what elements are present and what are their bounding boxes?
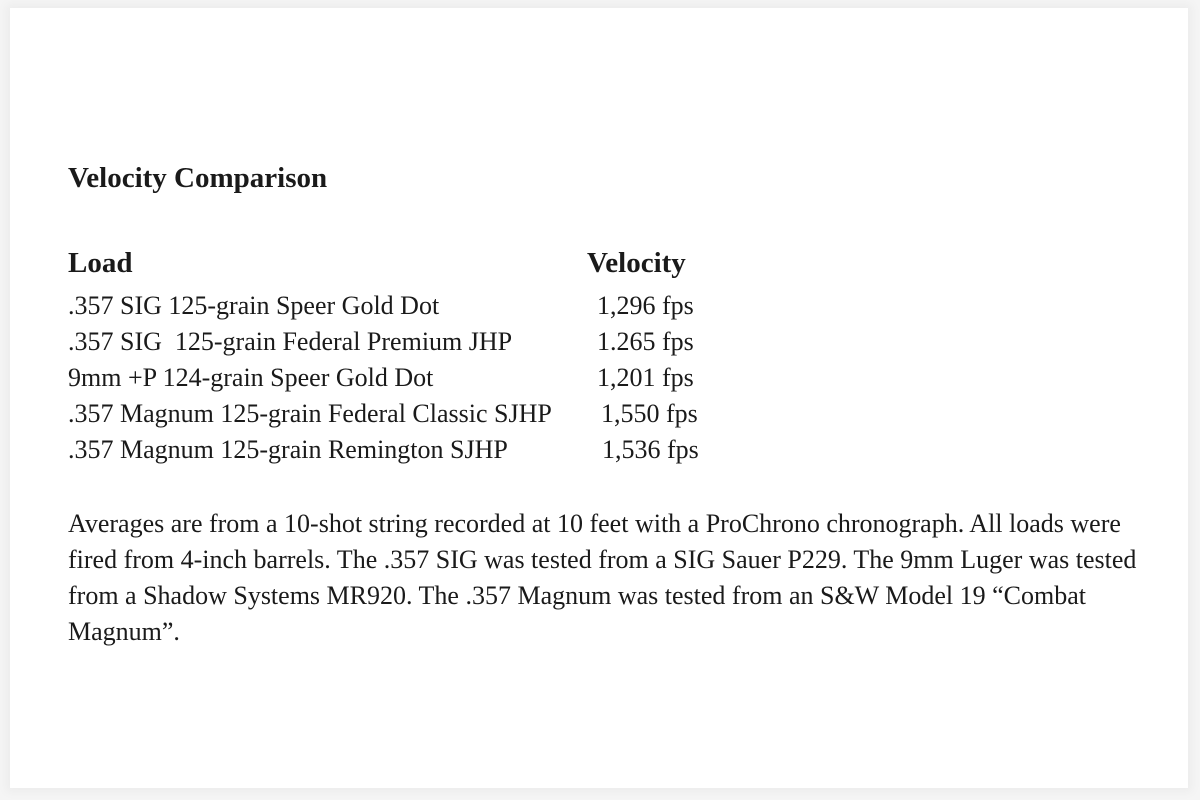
velocity-cell: 1,296 fps (597, 291, 694, 320)
document-page (10, 8, 1188, 788)
document-title: Velocity Comparison (68, 162, 328, 194)
velocity-cell: 1,201 fps (597, 363, 694, 392)
load-cell: 9mm +P 124-grain Speer Gold Dot (68, 363, 434, 392)
table-row (68, 396, 708, 432)
load-cell: .357 SIG 125-grain Federal Premium JHP (68, 327, 513, 356)
load-cell: .357 SIG 125-grain Speer Gold Dot (68, 291, 440, 320)
load-column-header: Load (68, 247, 133, 279)
velocity-column-header: Velocity (587, 247, 686, 279)
table-row (68, 288, 708, 324)
load-cell: .357 Magnum 125-grain Remington SJHP (68, 435, 508, 464)
table-row (68, 432, 708, 468)
load-cell: .357 Magnum 125-grain Federal Classic SJHP (68, 399, 552, 428)
velocity-cell: 1,550 fps (601, 399, 698, 428)
table-row (68, 324, 708, 360)
table-row (68, 360, 708, 396)
velocity-cell: 1.265 fps (597, 327, 694, 356)
methodology-note: Averages are from a 10-shot string recorded at 10 feet with a ProChrono chronograph. All loads were fired from 4-inch barrels. The .357 SIG was tested from a SIG Sauer P229. The 9mm Luger was tested from a Shadow Systems MR920. The .357 Magnum was tested from an S&W Model 19 “Combat Magnum”. (68, 509, 1137, 646)
velocity-cell: 1,536 fps (602, 435, 699, 464)
